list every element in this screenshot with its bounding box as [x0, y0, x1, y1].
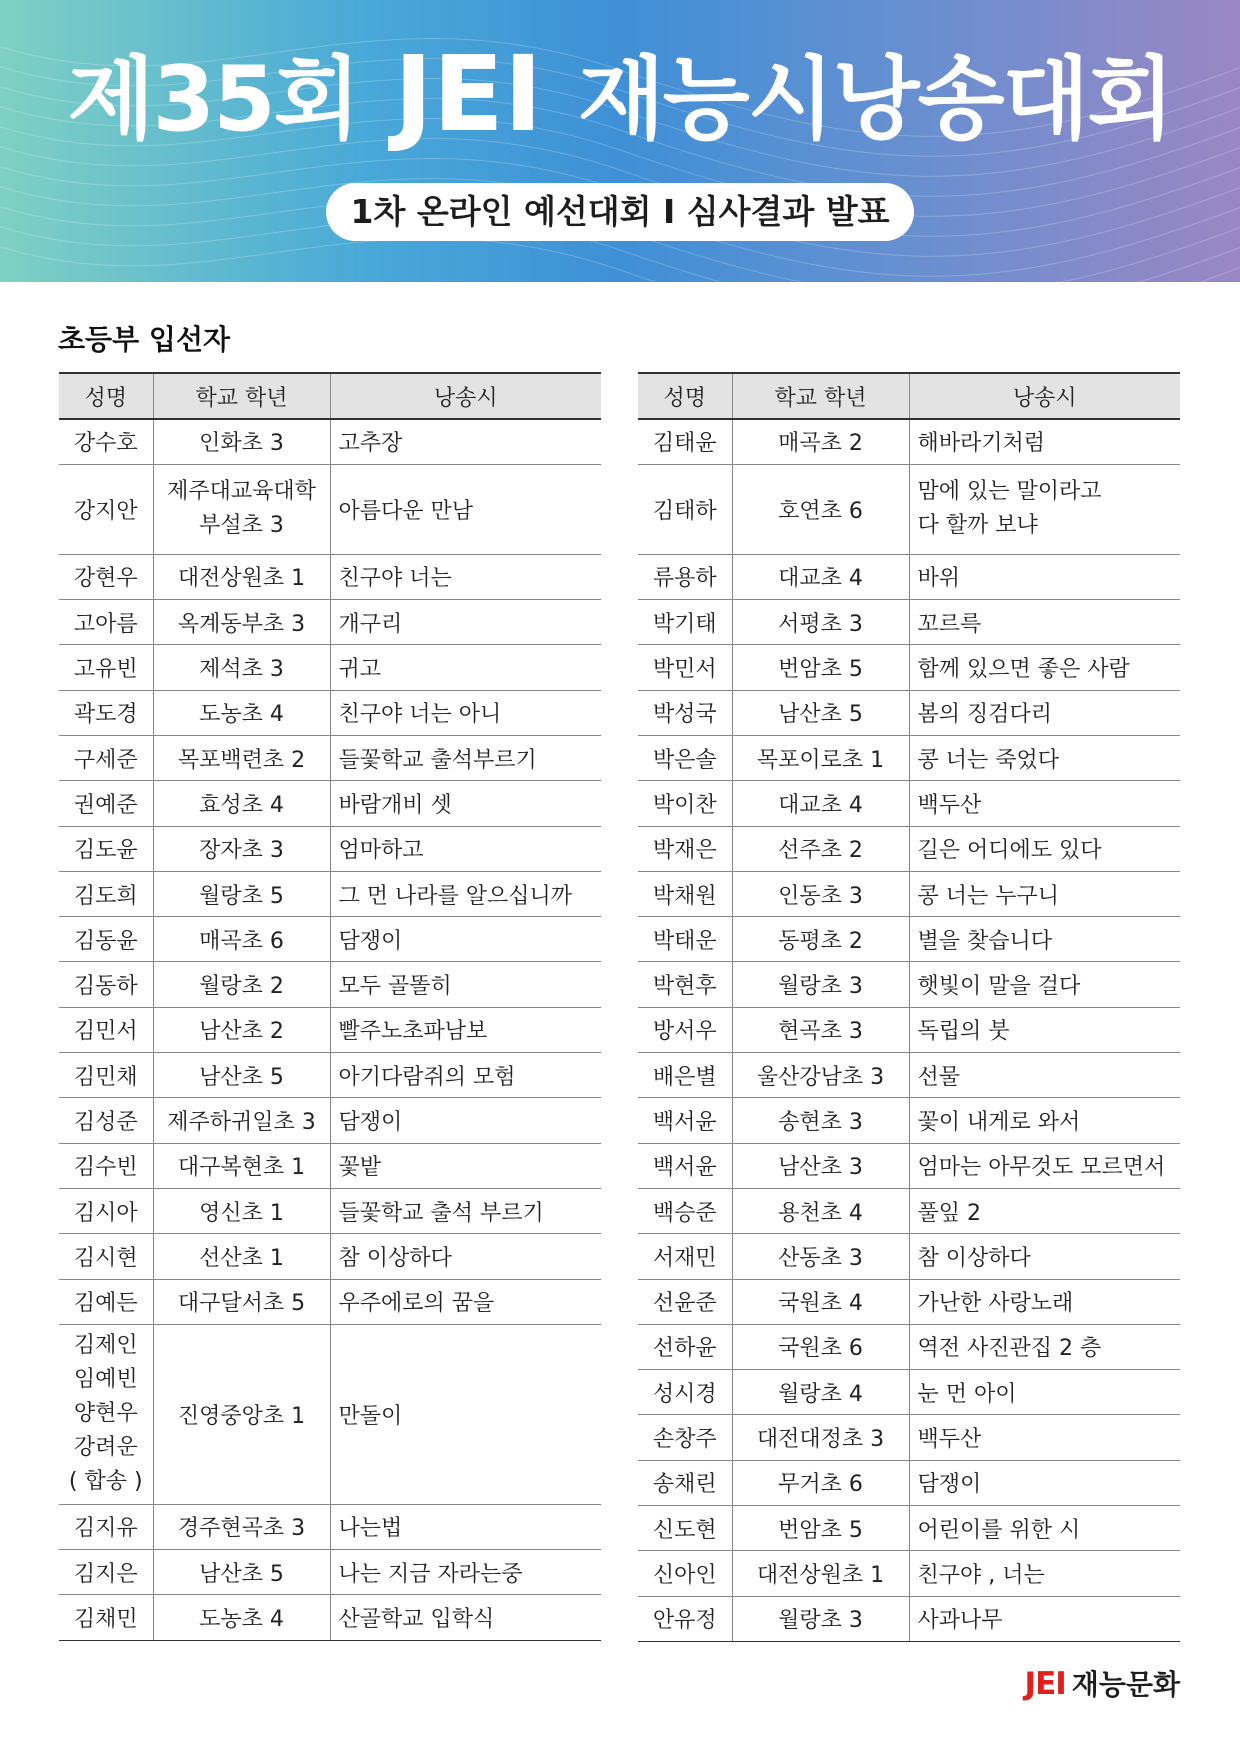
cell-school: 동평초 2: [732, 917, 909, 962]
cell-school: 대전상원초 1: [153, 554, 330, 599]
table-row: [59, 871, 601, 916]
cell-name: 박이찬: [638, 781, 732, 826]
column-header-poem: 낭송시: [909, 373, 1180, 419]
cell-poem: 백두산: [909, 781, 1180, 826]
cell-poem: 독립의 붓: [909, 1007, 1180, 1052]
cell-name: 김태하: [638, 464, 732, 554]
table-row: [59, 1098, 601, 1143]
cell-name: 신도현: [638, 1506, 732, 1551]
cell-poem: 친구야 , 너는: [909, 1551, 1180, 1596]
cell-name: 백서윤: [638, 1098, 732, 1143]
cell-school: 울산강남초 3: [732, 1053, 909, 1098]
cell-school: 목포이로초 1: [732, 735, 909, 780]
cell-poem: 콩 너는 누구니: [909, 871, 1180, 916]
cell-poem: 눈 먼 아이: [909, 1370, 1180, 1415]
cell-name: 권예준: [59, 781, 153, 826]
cell-name: 고유빈: [59, 645, 153, 690]
table-row: [638, 1007, 1180, 1052]
jei-logo: JEI: [1024, 1666, 1066, 1702]
cell-poem: 별을 찾습니다: [909, 917, 1180, 962]
table-row: [59, 1053, 601, 1098]
cell-poem: 고추장: [330, 419, 601, 464]
cell-name: 고아름: [59, 600, 153, 645]
cell-school: 대교초 4: [732, 781, 909, 826]
cell-name: 김성준: [59, 1098, 153, 1143]
table-row: [638, 1234, 1180, 1279]
cell-name: 박민서: [638, 645, 732, 690]
table-row: [638, 1551, 1180, 1596]
cell-name: 곽도경: [59, 690, 153, 735]
cell-school: 도농초 4: [153, 1595, 330, 1640]
cell-name: 선윤준: [638, 1279, 732, 1324]
cell-school: 번암초 5: [732, 645, 909, 690]
cell-name: 김민서: [59, 1007, 153, 1052]
table-row: [59, 600, 601, 645]
table-header-row: [59, 373, 601, 419]
table-row: [638, 645, 1180, 690]
cell-name: 성시경: [638, 1370, 732, 1415]
cell-poem: 친구야 너는: [330, 554, 601, 599]
cell-school: 옥계동부초 3: [153, 600, 330, 645]
cell-school: 대구복현초 1: [153, 1143, 330, 1188]
cell-school: 남산초 5: [732, 690, 909, 735]
cell-poem: 담쟁이: [909, 1460, 1180, 1505]
cell-name: 김지은: [59, 1550, 153, 1595]
cell-poem: 참 이상하다: [330, 1234, 601, 1279]
cell-poem: 모두 골똘히: [330, 962, 601, 1007]
cell-poem: 바람개비 셋: [330, 781, 601, 826]
table-row: [638, 735, 1180, 780]
column-header-school: 학교 학년: [153, 373, 330, 419]
column-header-poem: 낭송시: [330, 373, 601, 419]
cell-name: 백서윤: [638, 1143, 732, 1188]
cell-name: 신아인: [638, 1551, 732, 1596]
title-edition: 제35회: [67, 47, 359, 152]
table-row: [638, 781, 1180, 826]
cell-school: 월랑초 3: [732, 1596, 909, 1641]
cell-school: 대구달서초 5: [153, 1279, 330, 1324]
cell-school: 남산초 2: [153, 1007, 330, 1052]
cell-school: 서평초 3: [732, 600, 909, 645]
cell-poem: 엄마는 아무것도 모르면서: [909, 1143, 1180, 1188]
cell-school: 국원초 6: [732, 1324, 909, 1369]
cell-school: 영신초 1: [153, 1188, 330, 1233]
cell-poem: 엄마하고: [330, 826, 601, 871]
cell-name: 강지안: [59, 464, 153, 554]
cell-name: 백승준: [638, 1188, 732, 1233]
cell-name: 김수빈: [59, 1143, 153, 1188]
winners-table-left: [59, 372, 601, 1641]
cell-poem: 참 이상하다: [909, 1234, 1180, 1279]
table-row: [638, 1324, 1180, 1369]
cell-school: 제주대교육대학 부설초 3: [153, 464, 330, 554]
cell-poem: 꽃밭: [330, 1143, 601, 1188]
cell-school: 남산초 5: [153, 1053, 330, 1098]
cell-poem: 선물: [909, 1053, 1180, 1098]
section-title: 초등부 입선자: [58, 323, 231, 356]
cell-poem: 나는 지금 자라는중: [330, 1550, 601, 1595]
brand-footer: [1025, 1663, 1180, 1703]
cell-school: 진영중앙초 1: [153, 1324, 330, 1504]
cell-poem: 산골학교 입학식: [330, 1595, 601, 1640]
cell-name: 선하윤: [638, 1324, 732, 1369]
cell-name: 김지유: [59, 1504, 153, 1549]
cell-school: 월랑초 3: [732, 962, 909, 1007]
cell-school: 남산초 3: [732, 1143, 909, 1188]
cell-poem: 들꽃학교 출석 부르기: [330, 1188, 601, 1233]
table-row: [638, 600, 1180, 645]
table-row: [638, 1506, 1180, 1551]
header-banner: [0, 0, 1240, 282]
cell-poem: 풀잎 2: [909, 1188, 1180, 1233]
cell-name: 강현우: [59, 554, 153, 599]
column-header-name: 성명: [59, 373, 153, 419]
cell-name: 김민채: [59, 1053, 153, 1098]
cell-poem: 그 먼 나라를 알으십니까: [330, 871, 601, 916]
cell-poem: 어린이를 위한 시: [909, 1506, 1180, 1551]
contest-title: [0, 33, 1240, 155]
cell-name: 김시현: [59, 1234, 153, 1279]
cell-name: 강수호: [59, 419, 153, 464]
table-row: [59, 645, 601, 690]
cell-school: 도농초 4: [153, 690, 330, 735]
cell-name: 김도희: [59, 871, 153, 916]
table-row: [638, 1370, 1180, 1415]
cell-name: 안유정: [638, 1596, 732, 1641]
cell-name: 박태운: [638, 917, 732, 962]
cell-school: 경주현곡초 3: [153, 1504, 330, 1549]
cell-poem: 사과나무: [909, 1596, 1180, 1641]
table-row: [638, 690, 1180, 735]
table-row: [638, 1143, 1180, 1188]
cell-name: 박현후: [638, 962, 732, 1007]
cell-school: 번암초 5: [732, 1506, 909, 1551]
cell-name: 김제인 임예빈 양현우 강려운 ( 합송 ): [59, 1324, 153, 1504]
table-row: [638, 871, 1180, 916]
cell-poem: 봄의 징검다리: [909, 690, 1180, 735]
table-row: [59, 1234, 601, 1279]
cell-poem: 길은 어디에도 있다: [909, 826, 1180, 871]
winners-table-right: [638, 372, 1180, 1642]
cell-school: 대교초 4: [732, 554, 909, 599]
cell-school: 송현초 3: [732, 1098, 909, 1143]
cell-poem: 꼬르륵: [909, 600, 1180, 645]
table-row: [59, 962, 601, 1007]
cell-school: 인화초 3: [153, 419, 330, 464]
cell-poem: 나는법: [330, 1504, 601, 1549]
cell-school: 제석초 3: [153, 645, 330, 690]
cell-name: 김도윤: [59, 826, 153, 871]
cell-school: 현곡초 3: [732, 1007, 909, 1052]
table-row: [638, 1596, 1180, 1641]
title-brand: JEI: [394, 33, 543, 155]
cell-poem: 바위: [909, 554, 1180, 599]
cell-poem: 개구리: [330, 600, 601, 645]
cell-school: 매곡초 2: [732, 419, 909, 464]
cell-school: 선산초 1: [153, 1234, 330, 1279]
table-row: [59, 1550, 601, 1595]
table-row: [59, 1188, 601, 1233]
cell-name: 방서우: [638, 1007, 732, 1052]
table-row: [59, 690, 601, 735]
cell-poem: 우주에로의 꿈을: [330, 1279, 601, 1324]
cell-name: 박재은: [638, 826, 732, 871]
table-row: [638, 917, 1180, 962]
cell-school: 인동초 3: [732, 871, 909, 916]
cell-poem: 빨주노초파남보: [330, 1007, 601, 1052]
cell-school: 선주초 2: [732, 826, 909, 871]
cell-name: 박은솔: [638, 735, 732, 780]
cell-poem: 만돌이: [330, 1324, 601, 1504]
cell-name: 손창주: [638, 1415, 732, 1460]
cell-poem: 백두산: [909, 1415, 1180, 1460]
cell-school: 매곡초 6: [153, 917, 330, 962]
table-row: [59, 1504, 601, 1549]
table-row: [59, 781, 601, 826]
table-row: [638, 1415, 1180, 1460]
cell-school: 장자초 3: [153, 826, 330, 871]
table-row: [59, 1595, 601, 1640]
cell-school: 월랑초 2: [153, 962, 330, 1007]
cell-poem: 햇빛이 말을 걸다: [909, 962, 1180, 1007]
cell-name: 서재민: [638, 1234, 732, 1279]
cell-name: 구세준: [59, 735, 153, 780]
title-contest-name: 재능시낭송대회: [577, 47, 1173, 152]
cell-poem: 들꽃학교 출석부르기: [330, 735, 601, 780]
cell-school: 효성초 4: [153, 781, 330, 826]
cell-school: 목포백련초 2: [153, 735, 330, 780]
table-row: [59, 917, 601, 962]
table-row: [59, 419, 601, 464]
table-row: [59, 554, 601, 599]
cell-poem: 친구야 너는 아니: [330, 690, 601, 735]
cell-poem: 역전 사진관집 2 층: [909, 1324, 1180, 1369]
cell-name: 김동하: [59, 962, 153, 1007]
cell-poem: 맘에 있는 말이라고 다 할까 보냐: [909, 464, 1180, 554]
table-row: [59, 1143, 601, 1188]
cell-name: 박채원: [638, 871, 732, 916]
cell-poem: 가난한 사랑노래: [909, 1279, 1180, 1324]
cell-name: 김시아: [59, 1188, 153, 1233]
cell-school: 대전상원초 1: [732, 1551, 909, 1596]
cell-school: 대전대정초 3: [732, 1415, 909, 1460]
cell-poem: 해바라기처럼: [909, 419, 1180, 464]
table-row: [638, 1098, 1180, 1143]
table-row: [59, 1007, 601, 1052]
cell-school: 월랑초 5: [153, 871, 330, 916]
table-row: [59, 1279, 601, 1324]
cell-name: 박기태: [638, 600, 732, 645]
cell-name: 박성국: [638, 690, 732, 735]
table-row: [638, 826, 1180, 871]
cell-school: 호연초 6: [732, 464, 909, 554]
cell-school: 월랑초 4: [732, 1370, 909, 1415]
table-row: [59, 464, 601, 554]
cell-name: 배은별: [638, 1053, 732, 1098]
table-row: [59, 1324, 601, 1504]
cell-poem: 담쟁이: [330, 917, 601, 962]
cell-school: 국원초 4: [732, 1279, 909, 1324]
cell-name: 김동윤: [59, 917, 153, 962]
table-row: [638, 1279, 1180, 1324]
cell-name: 류용하: [638, 554, 732, 599]
cell-name: 송채린: [638, 1460, 732, 1505]
cell-poem: 아름다운 만남: [330, 464, 601, 554]
cell-name: 김태윤: [638, 419, 732, 464]
table-row: [638, 1053, 1180, 1098]
cell-school: 무거초 6: [732, 1460, 909, 1505]
cell-poem: 귀고: [330, 645, 601, 690]
cell-school: 남산초 5: [153, 1550, 330, 1595]
cell-name: 김채민: [59, 1595, 153, 1640]
table-row: [638, 419, 1180, 464]
brand-name: 재능문화: [1071, 1668, 1180, 1701]
cell-school: 제주하귀일초 3: [153, 1098, 330, 1143]
table-row: [59, 826, 601, 871]
cell-name: 김예든: [59, 1279, 153, 1324]
table-header-row: [638, 373, 1180, 419]
table-row: [638, 962, 1180, 1007]
table-row: [638, 1460, 1180, 1505]
table-row: [59, 735, 601, 780]
column-header-name: 성명: [638, 373, 732, 419]
table-row: [638, 1188, 1180, 1233]
cell-school: 산동초 3: [732, 1234, 909, 1279]
cell-poem: 담쟁이: [330, 1098, 601, 1143]
cell-poem: 콩 너는 죽었다: [909, 735, 1180, 780]
subtitle-pill: 1차 온라인 예선대회 I 심사결과 발표: [326, 183, 914, 241]
cell-poem: 꽃이 내게로 와서: [909, 1098, 1180, 1143]
cell-poem: 함께 있으면 좋은 사람: [909, 645, 1180, 690]
cell-school: 용천초 4: [732, 1188, 909, 1233]
table-row: [638, 464, 1180, 554]
cell-poem: 아기다람쥐의 모험: [330, 1053, 601, 1098]
table-row: [638, 554, 1180, 599]
column-header-school: 학교 학년: [732, 373, 909, 419]
